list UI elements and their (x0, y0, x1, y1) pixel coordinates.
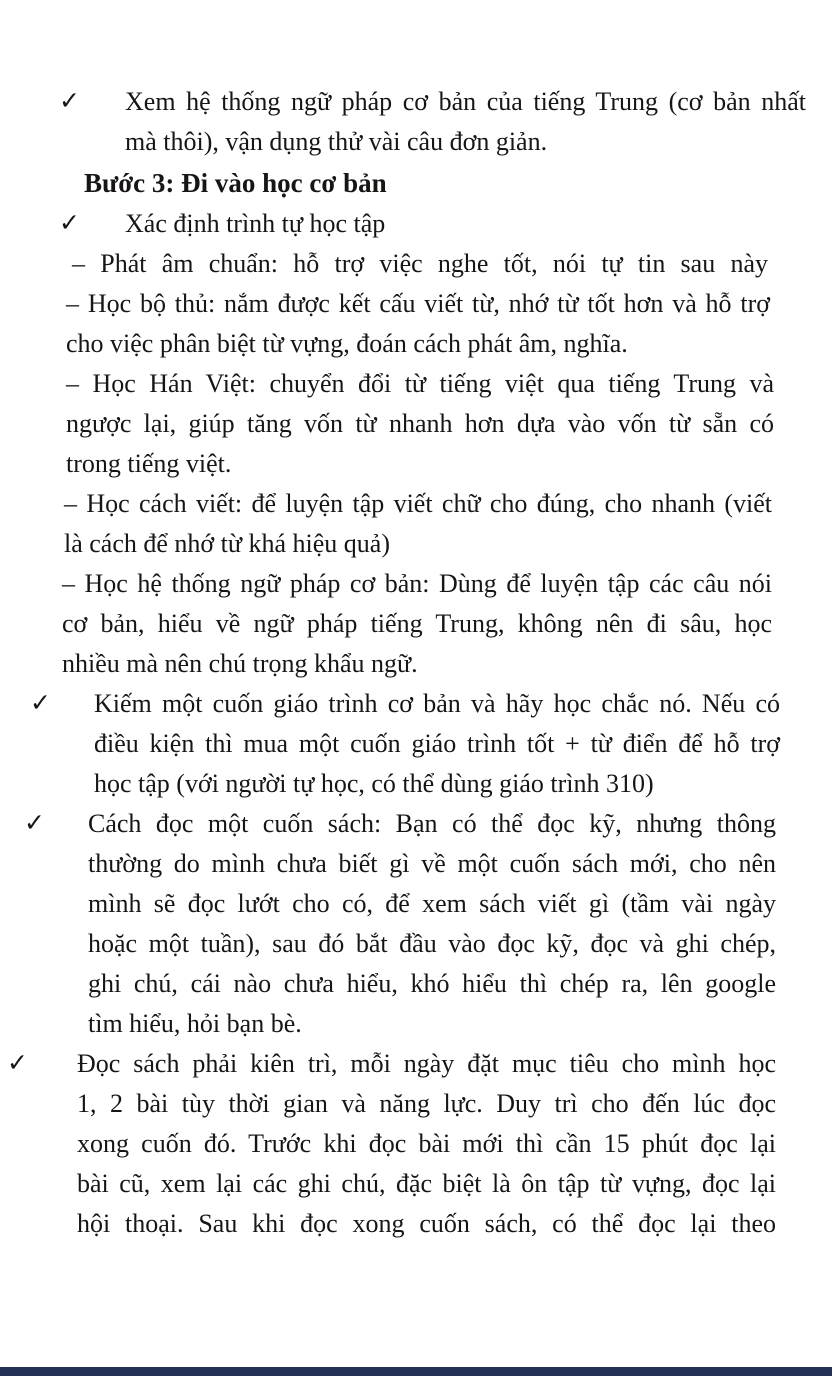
text-line: cho việc phân biệt từ vựng, đoán cách phát âm, nghĩa. (66, 329, 628, 358)
bullet-item (59, 82, 806, 162)
text-line: tìm hiểu, hỏi bạn bè. (88, 1009, 302, 1038)
checkmark-icon: ✓ (7, 1050, 28, 1077)
text-line: mà thôi), vận dụng thử vài câu đơn giản. (125, 127, 548, 156)
dash-item (64, 484, 772, 564)
text-line: 1, 2 bài tùy thời gian và năng lực. Duy trì cho đến lúc đọc (77, 1089, 776, 1118)
checkmark-icon: ✓ (59, 88, 80, 115)
text-line: Xác định trình tự học tập (125, 209, 386, 238)
text-line: là cách để nhớ từ khá hiệu quả) (64, 529, 390, 558)
text-line: mình sẽ đọc lướt cho có, để xem sách viết gì (tầm vài ngày (88, 889, 776, 918)
text-line: học tập (với người tự học, có thể dùng giáo trình 310) (94, 769, 654, 798)
text-line: – Phát âm chuẩn: hỗ trợ việc nghe tốt, nói tự tin sau này (72, 249, 768, 278)
text-line: Đọc sách phải kiên trì, mỗi ngày đặt mục tiêu cho mình học (77, 1049, 776, 1078)
section-heading: Bước 3: Đi vào học cơ bản (84, 168, 387, 198)
text-line: Kiếm một cuốn giáo trình cơ bản và hãy học chắc nó. Nếu có (94, 689, 780, 718)
checkmark-icon: ✓ (24, 810, 45, 837)
dash-item (62, 564, 772, 684)
text-line: xong cuốn đó. Trước khi đọc bài mới thì cần 15 phút đọc lại (77, 1129, 776, 1158)
bottom-bar (0, 1367, 832, 1376)
dash-item (66, 364, 774, 484)
text-line: – Học bộ thủ: nắm được kết cấu viết từ, nhớ từ tốt hơn và hỗ trợ (66, 289, 770, 318)
bullet-item (24, 804, 776, 1044)
dash-item (66, 284, 770, 364)
text-line: Xem hệ thống ngữ pháp cơ bản của tiếng Trung (cơ bản nhất (125, 87, 806, 116)
text-line: trong tiếng việt. (66, 449, 232, 478)
bullet-item (7, 1044, 776, 1244)
page-text (0, 82, 832, 1244)
text-line: hội thoại. Sau khi đọc xong cuốn sách, có thể đọc lại theo (77, 1209, 776, 1238)
text-line: – Học Hán Việt: chuyển đổi từ tiếng việt qua tiếng Trung và (66, 369, 774, 398)
text-line: ngược lại, giúp tăng vốn từ nhanh hơn dựa vào vốn từ sẵn có (66, 409, 774, 438)
bullet-item (30, 684, 780, 804)
text-line: nhiều mà nên chú trọng khẩu ngữ. (62, 649, 418, 678)
text-line: bài cũ, xem lại các ghi chú, đặc biệt là ôn tập từ vựng, đọc lại (77, 1169, 776, 1198)
text-line: điều kiện thì mua một cuốn giáo trình tốt + từ điển để hỗ trợ (94, 729, 780, 758)
text-line: – Học cách viết: để luyện tập viết chữ cho đúng, cho nhanh (viết (64, 489, 772, 518)
checkmark-icon: ✓ (59, 210, 80, 237)
text-line: cơ bản, hiểu về ngữ pháp tiếng Trung, không nên đi sâu, học (62, 609, 772, 638)
text-line: – Học hệ thống ngữ pháp cơ bản: Dùng để luyện tập các câu nói (62, 569, 772, 598)
text-line: Cách đọc một cuốn sách: Bạn có thể đọc kỹ, nhưng thông (88, 809, 776, 838)
text-line: hoặc một tuần), sau đó bắt đầu vào đọc kỹ, đọc và ghi chép, (88, 929, 776, 958)
dash-item (72, 244, 768, 284)
checkmark-icon: ✓ (30, 690, 51, 717)
bullet-item (59, 204, 792, 244)
text-line: ghi chú, cái nào chưa hiểu, khó hiểu thì chép ra, lên google (88, 969, 776, 998)
text-line: thường do mình chưa biết gì về một cuốn sách mới, cho nên (88, 849, 776, 878)
